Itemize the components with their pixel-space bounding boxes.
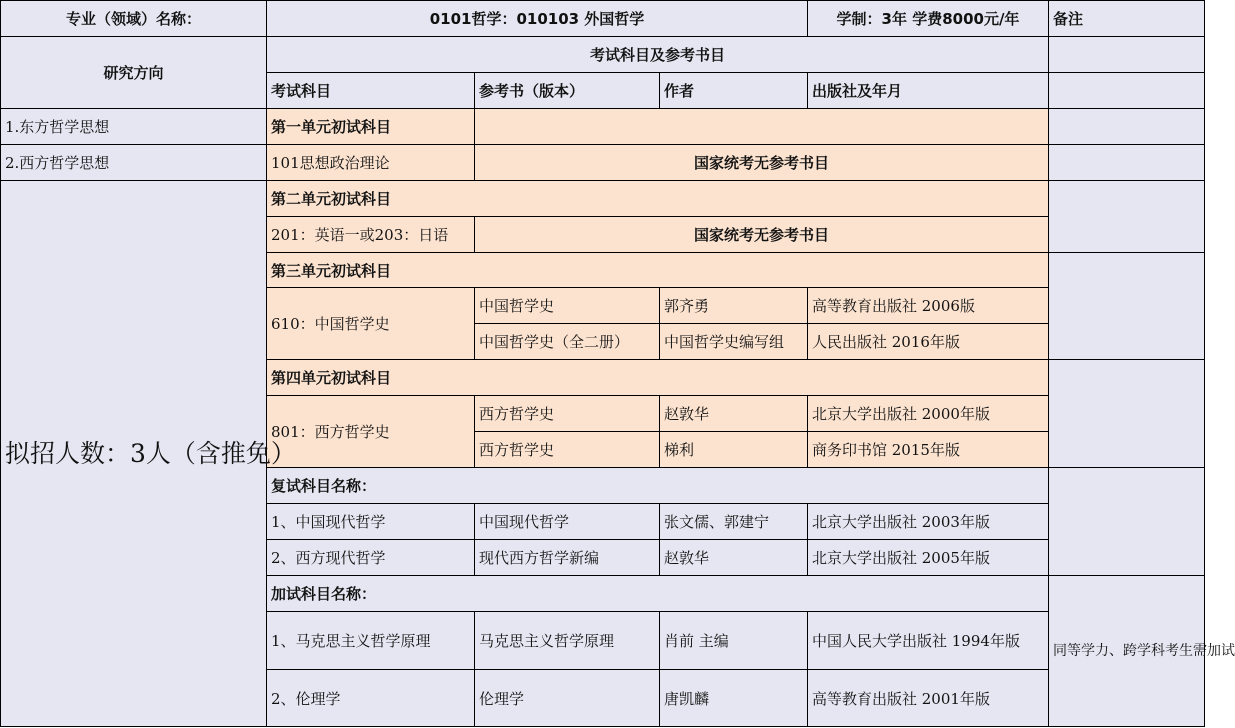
unit1-title: 第一单元初试科目 — [267, 109, 475, 145]
duration-fee: 学制：3年 学费8000元/年 — [808, 1, 1049, 37]
additional-title: 加试科目名称： — [267, 576, 1049, 612]
col-author: 作者 — [660, 73, 808, 109]
direction-label: 研究方向 — [1, 37, 267, 109]
retest-publisher: 北京大学出版社 2005年版 — [808, 540, 1049, 576]
retest-book: 中国现代哲学 — [475, 504, 660, 540]
unit3-book: 中国哲学史（全二册） — [475, 324, 660, 360]
retest-author: 赵敦华 — [660, 540, 808, 576]
section-title: 考试科目及参考书目 — [267, 37, 1049, 73]
retest-book: 现代西方哲学新编 — [475, 540, 660, 576]
retest-subject: 2、西方现代哲学 — [267, 540, 475, 576]
unit2-note: 国家统考无参考书目 — [475, 217, 1049, 253]
direction-item: 1.东方哲学思想 — [1, 109, 267, 145]
unit3-title: 第三单元初试科目 — [267, 253, 1049, 288]
unit1-subject: 101思想政治理论 — [267, 145, 475, 181]
unit2-subject: 201：英语一或203：日语 — [267, 217, 475, 253]
unit3-author: 郭齐勇 — [660, 288, 808, 324]
unit3-subject: 610：中国哲学史 — [267, 288, 475, 360]
additional-author: 唐凯麟 — [660, 670, 808, 727]
remark-cell — [1049, 468, 1205, 576]
additional-author: 肖前 主编 — [660, 612, 808, 670]
additional-publisher: 中国人民大学出版社 1994年版 — [808, 612, 1049, 670]
additional-remark: 同等学力、跨学科考生需加试 — [1049, 576, 1205, 727]
unit4-book: 西方哲学史 — [475, 396, 660, 432]
unit3-author: 中国哲学史编写组 — [660, 324, 808, 360]
unit4-publisher: 商务印书馆 2015年版 — [808, 432, 1049, 468]
unit4-author: 赵敦华 — [660, 396, 808, 432]
retest-title: 复试科目名称： — [267, 468, 1049, 504]
col-publisher: 出版社及年月 — [808, 73, 1049, 109]
col-book: 参考书（版本） — [475, 73, 660, 109]
unit4-subject: 801：西方哲学史 — [267, 396, 475, 468]
retest-author: 张文儒、郭建宁 — [660, 504, 808, 540]
unit3-publisher: 人民出版社 2016年版 — [808, 324, 1049, 360]
col-subject: 考试科目 — [267, 73, 475, 109]
major-name: 0101哲学：010103 外国哲学 — [267, 1, 808, 37]
unit2-title: 第二单元初试科目 — [267, 181, 1049, 217]
unit1-note: 国家统考无参考书目 — [475, 145, 1049, 181]
field-label: 专业（领域）名称： — [1, 1, 267, 37]
remarks-label: 备注 — [1049, 1, 1205, 37]
remark-cell — [1049, 360, 1205, 468]
remark-cell — [1049, 253, 1205, 360]
remark-cell — [1049, 73, 1205, 109]
unit4-title: 第四单元初试科目 — [267, 360, 1049, 396]
unit4-author: 梯利 — [660, 432, 808, 468]
direction-item: 2.西方哲学思想 — [1, 145, 267, 181]
additional-subject: 1、马克思主义哲学原理 — [267, 612, 475, 670]
additional-subject: 2、伦理学 — [267, 670, 475, 727]
unit4-book: 西方哲学史 — [475, 432, 660, 468]
unit3-book: 中国哲学史 — [475, 288, 660, 324]
remark-cell — [1049, 145, 1205, 181]
unit4-publisher: 北京大学出版社 2000年版 — [808, 396, 1049, 432]
remark-cell — [1049, 181, 1205, 253]
additional-book: 马克思主义哲学原理 — [475, 612, 660, 670]
retest-subject: 1、中国现代哲学 — [267, 504, 475, 540]
enrollment-text: 拟招人数：3人（含推免） — [5, 438, 296, 468]
remark-cell — [1049, 37, 1205, 73]
enrollment-count — [1, 181, 296, 727]
retest-publisher: 北京大学出版社 2003年版 — [808, 504, 1049, 540]
additional-publisher: 高等教育出版社 2001年版 — [808, 670, 1049, 727]
unit1-blank — [475, 109, 1049, 145]
remark-cell — [1049, 109, 1205, 145]
additional-book: 伦理学 — [475, 670, 660, 727]
unit3-publisher: 高等教育出版社 2006版 — [808, 288, 1049, 324]
